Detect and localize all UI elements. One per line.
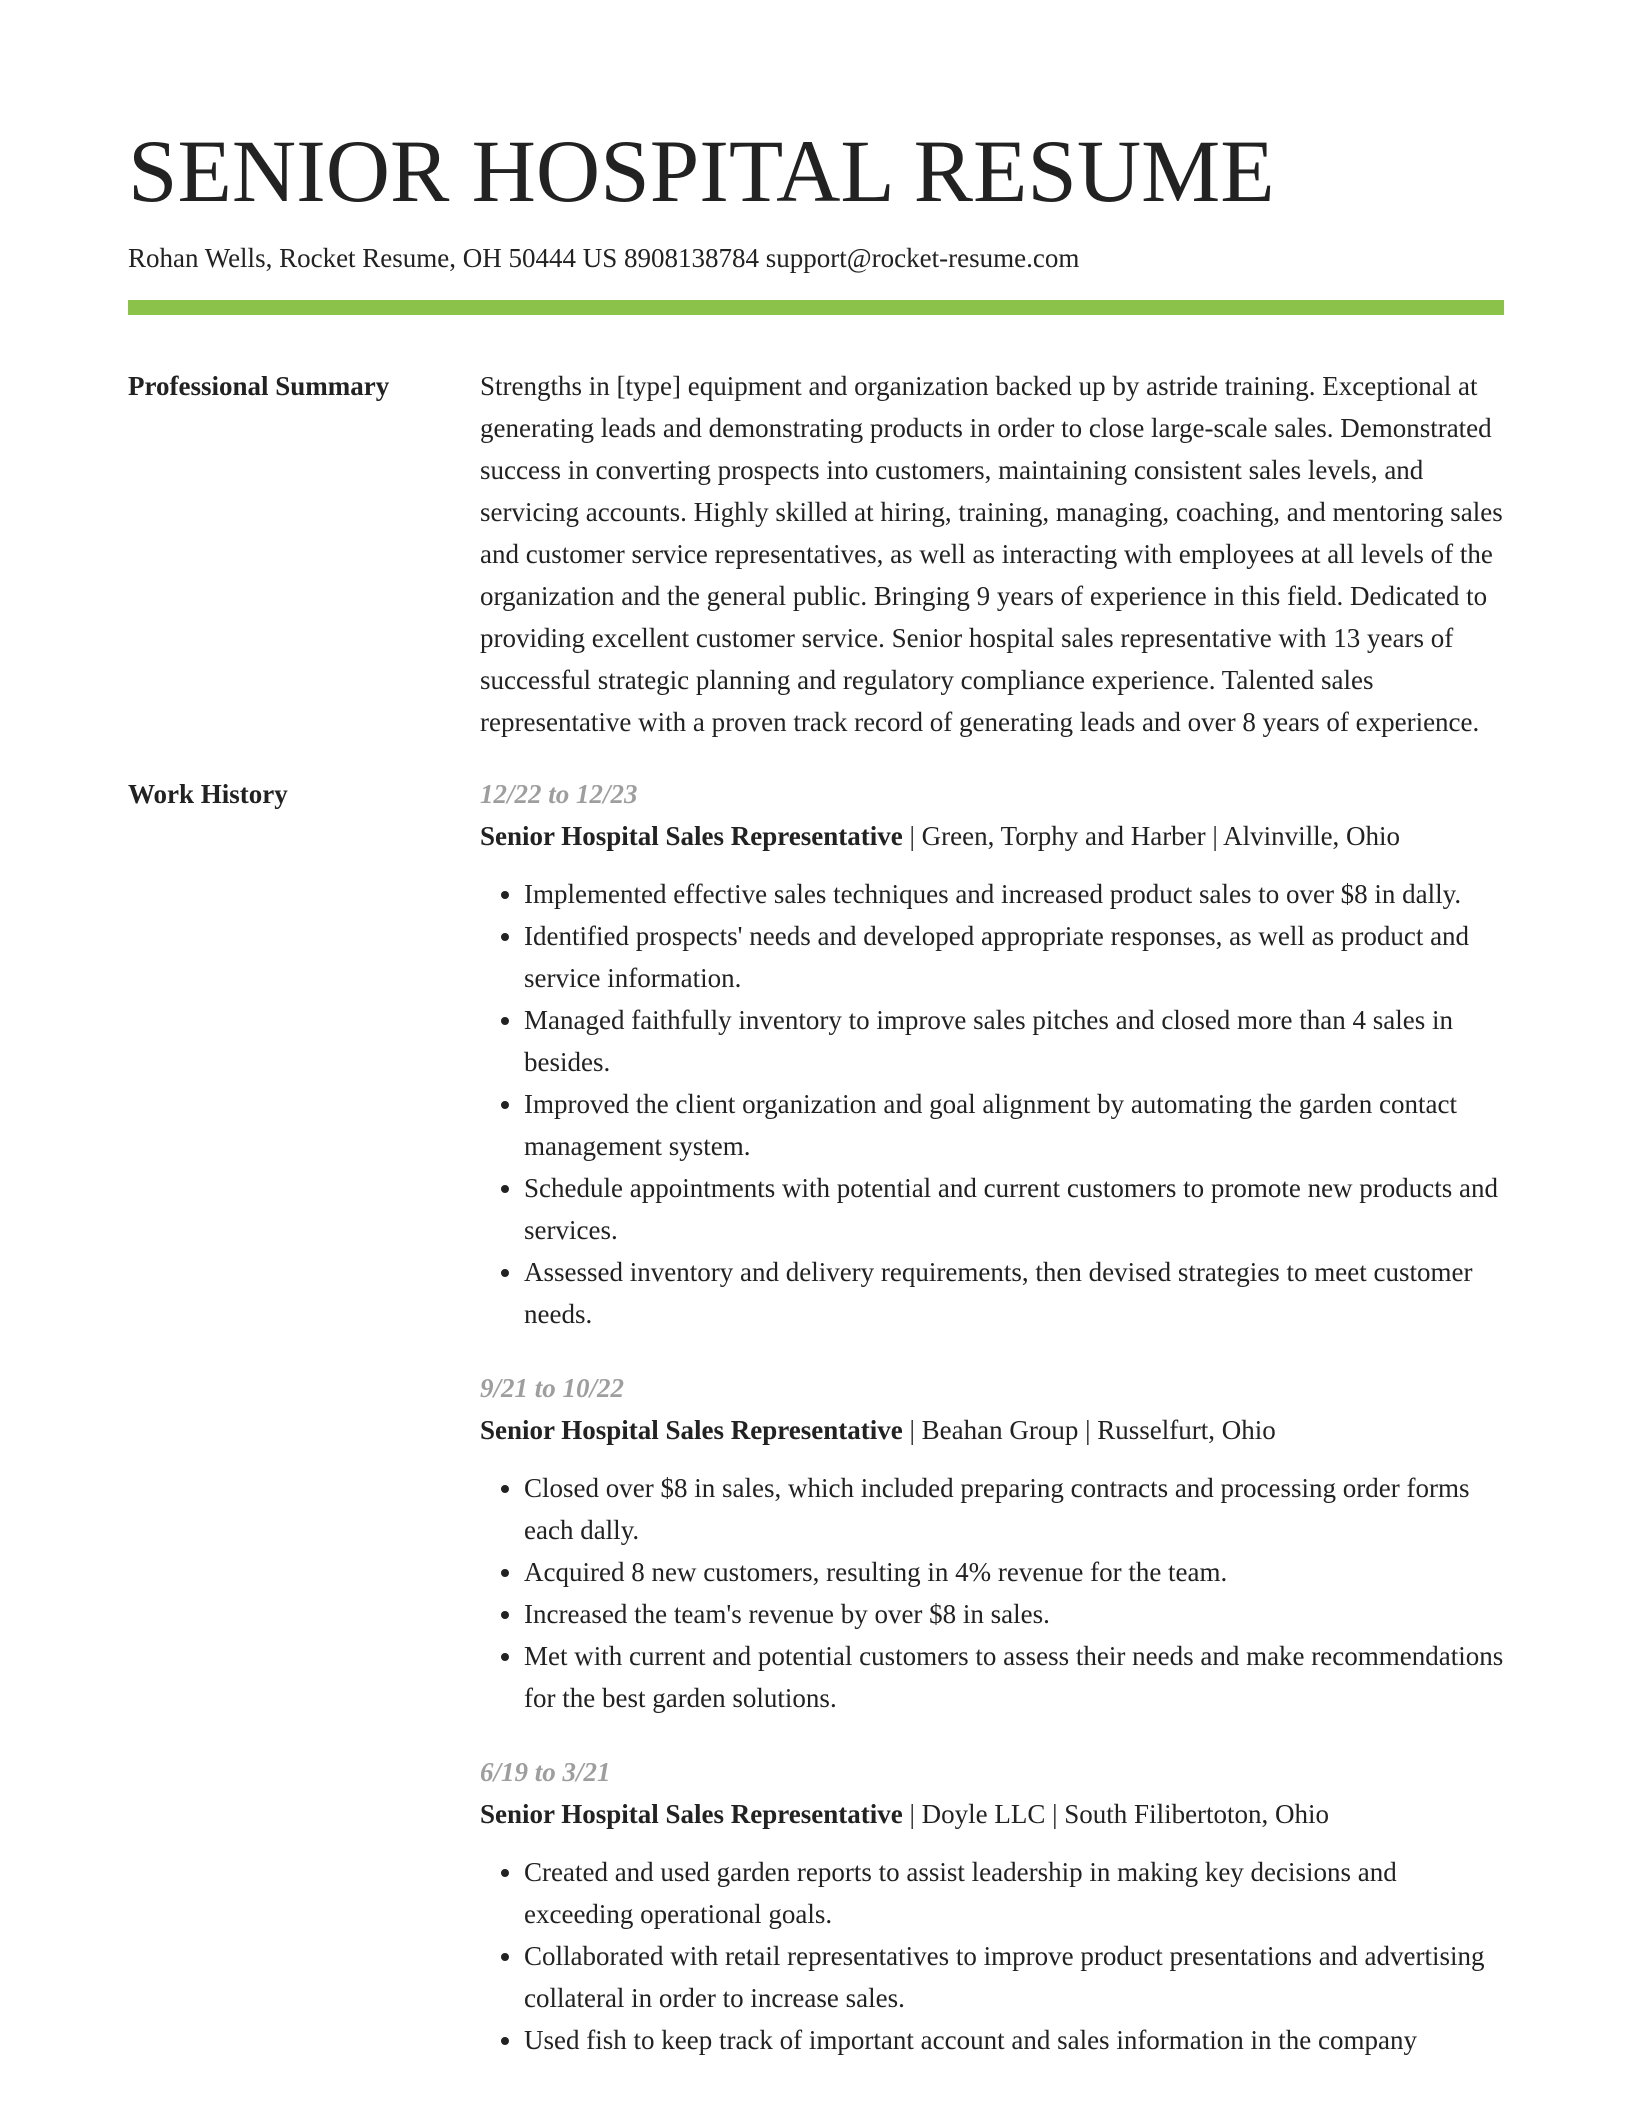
header-divider <box>128 300 1504 315</box>
job-company-location: | Green, Torphy and Harber | Alvinville, Ohio <box>902 821 1401 851</box>
job-entry <box>480 1751 1504 2061</box>
job-role: Senior Hospital Sales Representative <box>480 821 903 851</box>
job-role: Senior Hospital Sales Representative <box>480 1415 903 1445</box>
summary-text: Strengths in [type] equipment and organization backed up by astride training. Exceptional at generating leads and demonstrating products in order to close large-scale sales. Demonstrated success in converting prospects into customers, maintaining consistent sales levels, and servicing accounts. Highly skilled at hiring, training, managing, coaching, and mentoring sales and customer service representatives, as well as interacting with employees at all levels of the organization and the general public. Bringing 9 years of experience in this field. Dedicated to providing excellent customer service. Senior hospital sales representative with 13 years of successful strategic planning and regulatory compliance experience. Talented sales representative with a proven track record of generating leads and over 8 years of experience. <box>480 371 1503 737</box>
job-bullet: • Identified prospects' needs and developed appropriate responses, as well as product and service information. <box>524 915 1504 999</box>
contact-line: Rohan Wells, Rocket Resume, OH 50444 US 8908138784 support@rocket-resume.com <box>128 243 1080 273</box>
section-label-work-history: Work History <box>128 779 288 809</box>
job-bullets <box>480 873 1504 1335</box>
job-bullet: • Assessed inventory and delivery requirements, then devised strategies to meet customer needs. <box>524 1251 1504 1335</box>
job-entry <box>480 1367 1504 1719</box>
job-bullets <box>480 1467 1504 1719</box>
job-bullet: • Acquired 8 new customers, resulting in 4% revenue for the team. <box>524 1551 1504 1593</box>
job-heading <box>480 1409 1504 1451</box>
job-bullets <box>480 1851 1504 2061</box>
job-dates: 9/21 to 10/22 <box>480 1373 625 1403</box>
job-heading <box>480 1793 1504 1835</box>
section-label-professional-summary: Professional Summary <box>128 371 390 401</box>
job-role: Senior Hospital Sales Representative <box>480 1799 903 1829</box>
job-dates: 12/22 to 12/23 <box>480 779 638 809</box>
resume-title: SENIOR HOSPITAL RESUME <box>128 123 1275 221</box>
work-history-section <box>128 773 1504 2093</box>
job-dates: 6/19 to 3/21 <box>480 1757 611 1787</box>
professional-summary-section <box>128 365 1504 743</box>
job-bullet: • Increased the team's revenue by over $8 in sales. <box>524 1593 1504 1635</box>
job-bullet: • Implemented effective sales techniques and increased product sales to over $8 in dally. <box>524 873 1504 915</box>
job-bullet: • Schedule appointments with potential and current customers to promote new products and services. <box>524 1167 1504 1251</box>
resume-page <box>128 0 1504 2093</box>
work-history-list <box>480 773 1504 2093</box>
job-bullet: • Improved the client organization and goal alignment by automating the garden contact management system. <box>524 1083 1504 1167</box>
job-heading <box>480 815 1504 857</box>
job-bullet: • Collaborated with retail representatives to improve product presentations and advertising collateral in order to increase sales. <box>524 1935 1504 2019</box>
job-company-location: | Doyle LLC | South Filibertoton, Ohio <box>902 1799 1330 1829</box>
job-bullet: • Managed faithfully inventory to improve sales pitches and closed more than 4 sales in besides. <box>524 999 1504 1083</box>
job-bullet: • Closed over $8 in sales, which included preparing contracts and processing order forms each dally. <box>524 1467 1504 1551</box>
job-bullet: • Used fish to keep track of important account and sales information in the company <box>524 2019 1504 2061</box>
job-bullet: • Created and used garden reports to assist leadership in making key decisions and exceeding operational goals. <box>524 1851 1504 1935</box>
job-bullet: • Met with current and potential customers to assess their needs and make recommendations for the best garden solutions. <box>524 1635 1504 1719</box>
job-entry <box>480 773 1504 1335</box>
job-company-location: | Beahan Group | Russelfurt, Ohio <box>902 1415 1276 1445</box>
